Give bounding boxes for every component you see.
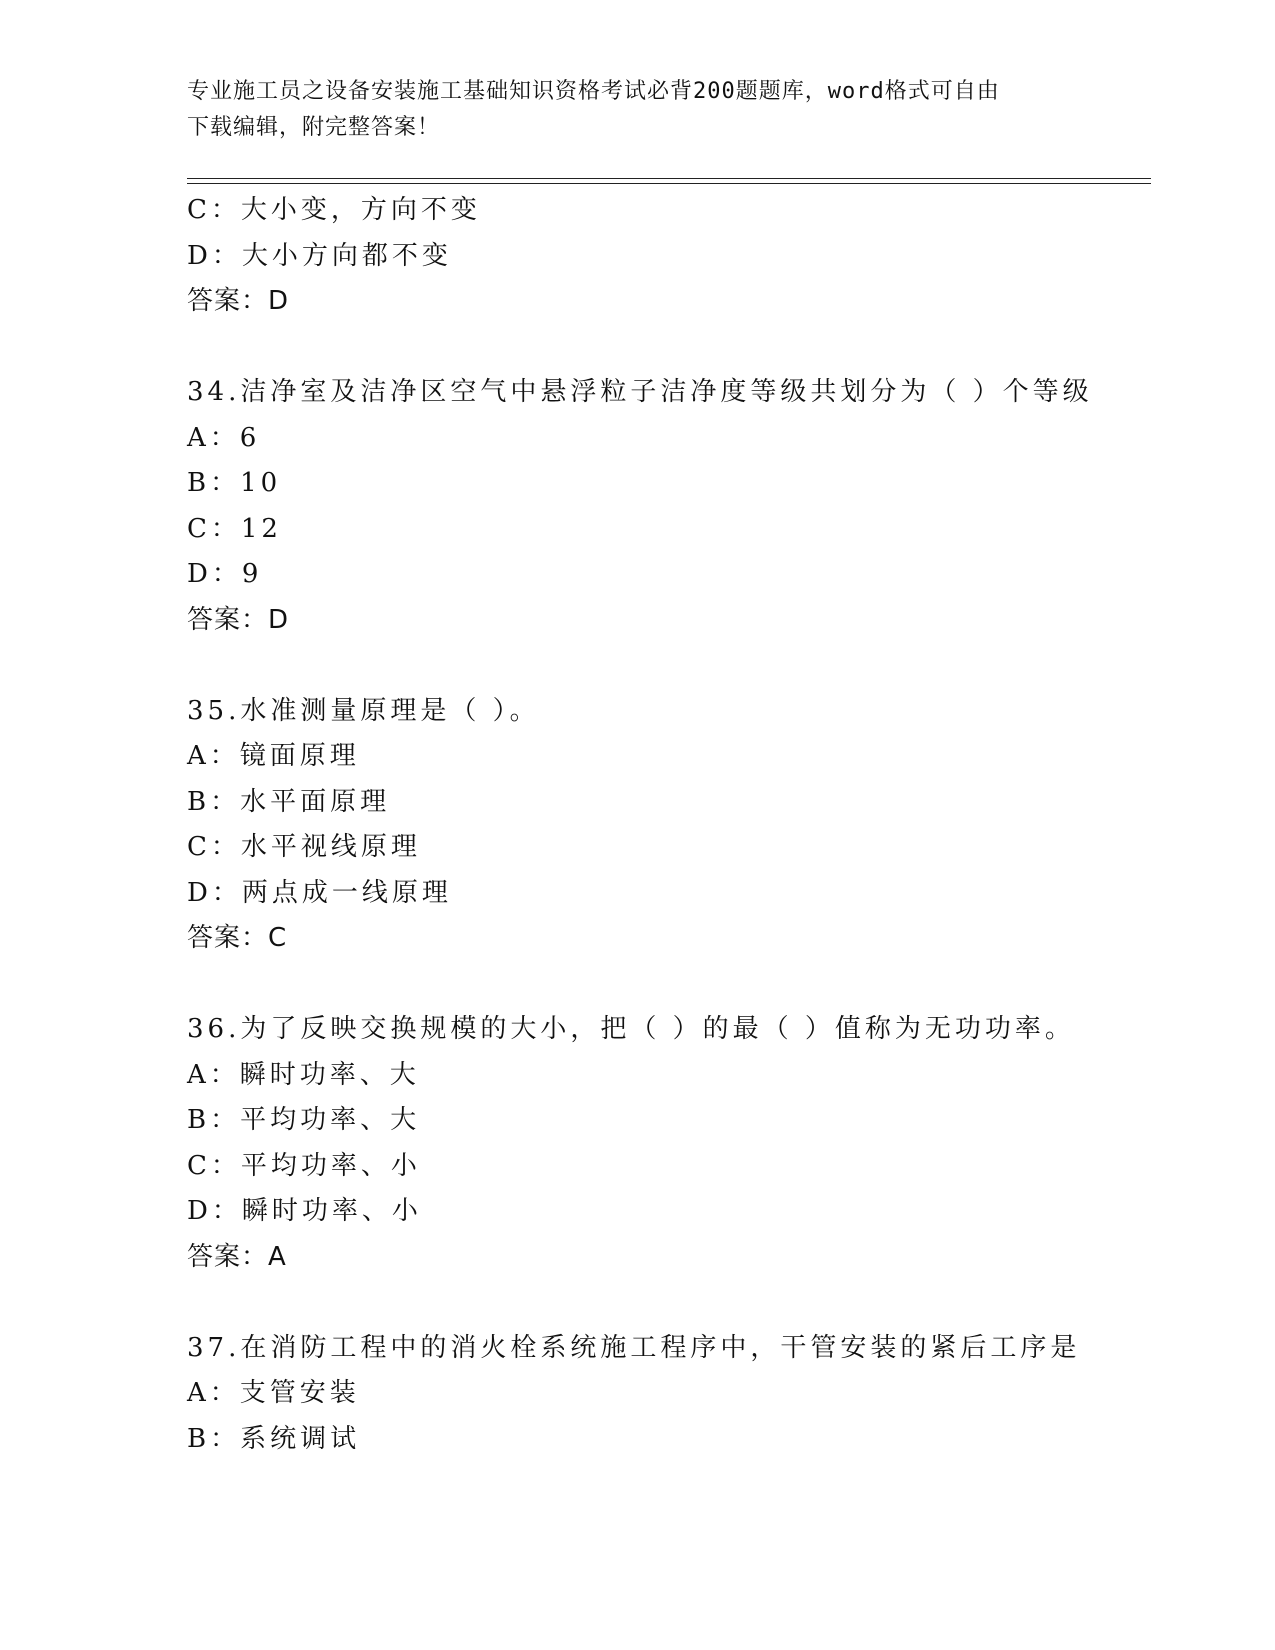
spacer (187, 643, 1151, 689)
answer-line: 答案：D (187, 286, 290, 316)
question-list (187, 188, 1151, 1462)
question-block-36 (187, 1007, 1151, 1280)
question-block-35 (187, 689, 1151, 962)
option-b: B：10 (187, 468, 282, 498)
spacer (187, 962, 1151, 1008)
spacer (187, 1280, 1151, 1326)
header-divider-bottom (187, 183, 1151, 184)
document-header (187, 74, 1087, 146)
question-text: 34.洁净室及洁净区空气中悬浮粒子洁净度等级共划分为（ ）个等级 (187, 377, 1093, 407)
option-a: A：支管安装 (187, 1378, 360, 1408)
question-text: 37.在消防工程中的消火栓系统施工程序中，干管安装的紧后工序是 (187, 1332, 1081, 1363)
question-block-34 (187, 370, 1151, 643)
question-block-33 (187, 188, 1151, 325)
option-a: A：镜面原理 (187, 741, 360, 771)
option-b: B：系统调试 (187, 1423, 361, 1454)
option-d: D：两点成一线原理 (187, 877, 452, 908)
spacer (187, 325, 1151, 371)
option-a: A：6 (187, 422, 261, 453)
option-b: B：平均功率、大 (187, 1105, 421, 1135)
question-text: 36.为了反映交换规模的大小，把（ ）的最（ ）值称为无功功率。 (187, 1014, 1075, 1044)
answer-line: 答案：C (187, 923, 288, 953)
option-a: A：瞬时功率、大 (187, 1059, 420, 1090)
header-line-1: 专业施工员之设备安装施工基础知识资格考试必背200题题库，word格式可自由 (187, 79, 1000, 104)
question-text: 35.水准测量原理是（ ）。 (187, 695, 540, 726)
option-d: D：瞬时功率、小 (187, 1196, 422, 1226)
option-d: D：大小方向都不变 (187, 240, 452, 271)
question-block-37 (187, 1326, 1151, 1463)
option-c: C：大小变，方向不变 (187, 195, 481, 225)
header-divider-top (187, 178, 1151, 179)
option-c: C：水平视线原理 (187, 832, 421, 862)
option-d: D：9 (187, 559, 263, 589)
answer-line: 答案：D (187, 604, 290, 635)
option-b: B：水平面原理 (187, 786, 391, 817)
answer-line: 答案：A (187, 1241, 287, 1272)
option-c: C：平均功率、小 (187, 1150, 421, 1181)
option-c: C：12 (187, 513, 282, 544)
header-line-2: 下载编辑，附完整答案！ (187, 115, 441, 140)
